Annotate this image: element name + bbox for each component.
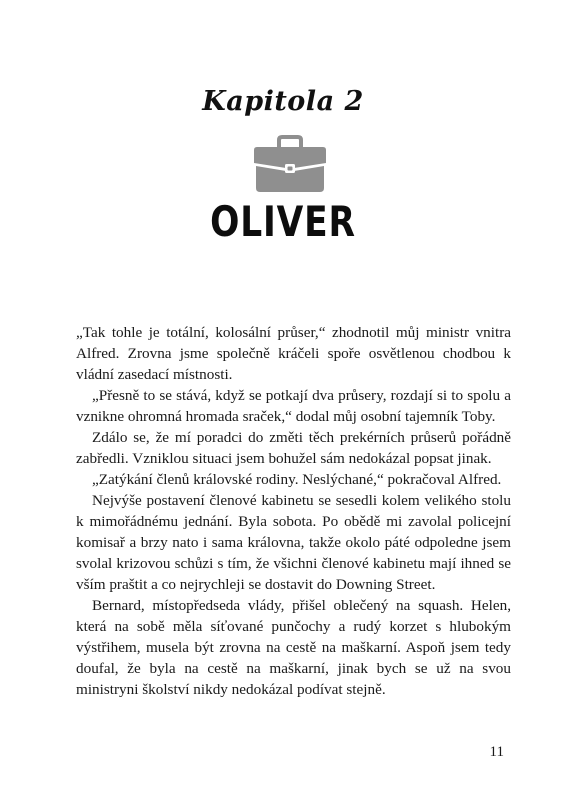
briefcase-icon xyxy=(253,135,327,193)
paragraph: Zdálo se, že mí poradci do změti těch prekérních průserů pořádně zabředli. Vzniklou situaci jsem bohužel sám nedokázal popsat jinak. xyxy=(76,429,511,467)
chapter-title: OLIVER xyxy=(210,197,356,246)
paragraph: „Tak tohle je totální, kolosální průser,“ zhodnotil můj ministr vnitra Alfred. Zrovna jsme společně kráčeli spoře osvětlenou chodbou k vládní zasedací místnosti. xyxy=(76,324,511,383)
body-text xyxy=(76,322,511,700)
page-number: 11 xyxy=(489,744,504,760)
paragraph: Nejvýše postavení členové kabinetu se sesedli kolem velikého stolu k mimořádnému jednání. Byla sobota. Po obědě mi zavolal policejní komisař a brzy nato i sama královna, takže okolo páté odpoledne jsem svolal krizovou schůzi s tím, že všichni členové kabinetu mají ihned se vším praštit a co nejrychleji se dostavit do Downing Street. xyxy=(76,492,511,593)
paragraph: „Přesně to se stává, když se potkají dva průsery, rozdají si to spolu a vznikne ohromná hromada sraček,“ dodal můj osobní tajemník Toby. xyxy=(76,387,511,425)
paragraph: Bernard, místopředseda vlády, přišel oblečený na squash. Helen, která na sobě měla síťované punčochy a rudý korzet s hlubokým výstřihem, musela být zrovna na cestě na maškarní. Aspoň jsem tedy doufal, že byla na cestě na maškarní, jinak bych se už na svou ministryni školství nikdy nedokázal podívat stejně. xyxy=(76,597,511,698)
chapter-label: Kapitola 2 xyxy=(202,86,364,117)
paragraph: „Zatýkání členů královské rodiny. Neslýchané,“ pokračoval Alfred. xyxy=(92,471,502,488)
